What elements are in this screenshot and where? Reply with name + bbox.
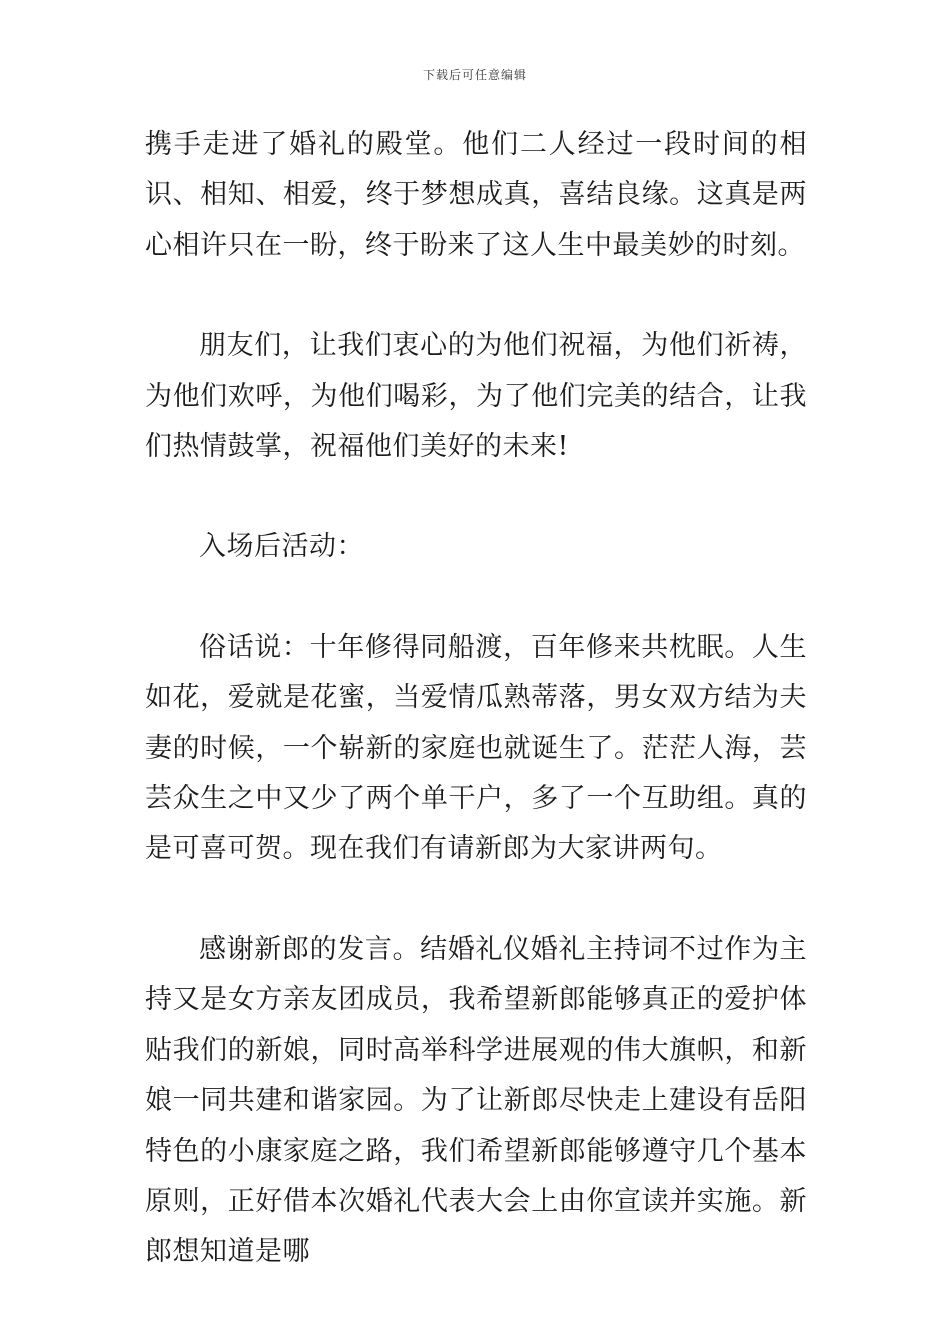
paragraph-gap [145, 472, 807, 522]
section-heading: 入场后活动： [199, 531, 364, 563]
page-header: 下载后可任意编辑 [422, 68, 527, 82]
paragraph-blessing: 朋友们，让我们衷心的为他们祝福，为他们祈祷，为他们欢呼，为他们喝彩，为了他们完美的结合，让我们热情鼓掌，祝福他们美好的未来! [145, 330, 807, 463]
paragraph-proverb: 俗话说：十年修得同船渡，百年修来共枕眠。人生如花，爱就是花蜜，当爱情瓜熟蒂落，男女双方结为夫妻的时候，一个崭新的家庭也就诞生了。茫茫人海，芸芸众生之中又少了两个单干户，多了一个互助组。真的是可喜可贺。现在我们有请新郎为大家讲两句。 [145, 631, 807, 865]
paragraph-gap [145, 573, 807, 623]
paragraph-thanks: 感谢新郎的发言。结婚礼仪婚礼主持词不过作为主持又是女方亲友团成员，我希望新郎能够真正的爱护体贴我们的新娘，同时高举科学进展观的伟大旗帜，和新娘一同共建和谐家园。为了让新郎尽快走上建设有岳阳特色的小康家庭之路，我们希望新郎能够遵守几个基本原则，正好借本次婚礼代表大会上由你宣读并实施。新郎想知道是哪 [145, 933, 807, 1268]
paragraph-gap [145, 875, 807, 925]
paragraph-gap [145, 271, 807, 321]
document-body [145, 120, 807, 1278]
paragraph-continuation: 携手走进了婚礼的殿堂。他们二人经过一段时间的相识、相知、相爱，终于梦想成真，喜结良缘。这真是两心相许只在一盼，终于盼来了这人生中最美妙的时刻。 [145, 129, 807, 261]
